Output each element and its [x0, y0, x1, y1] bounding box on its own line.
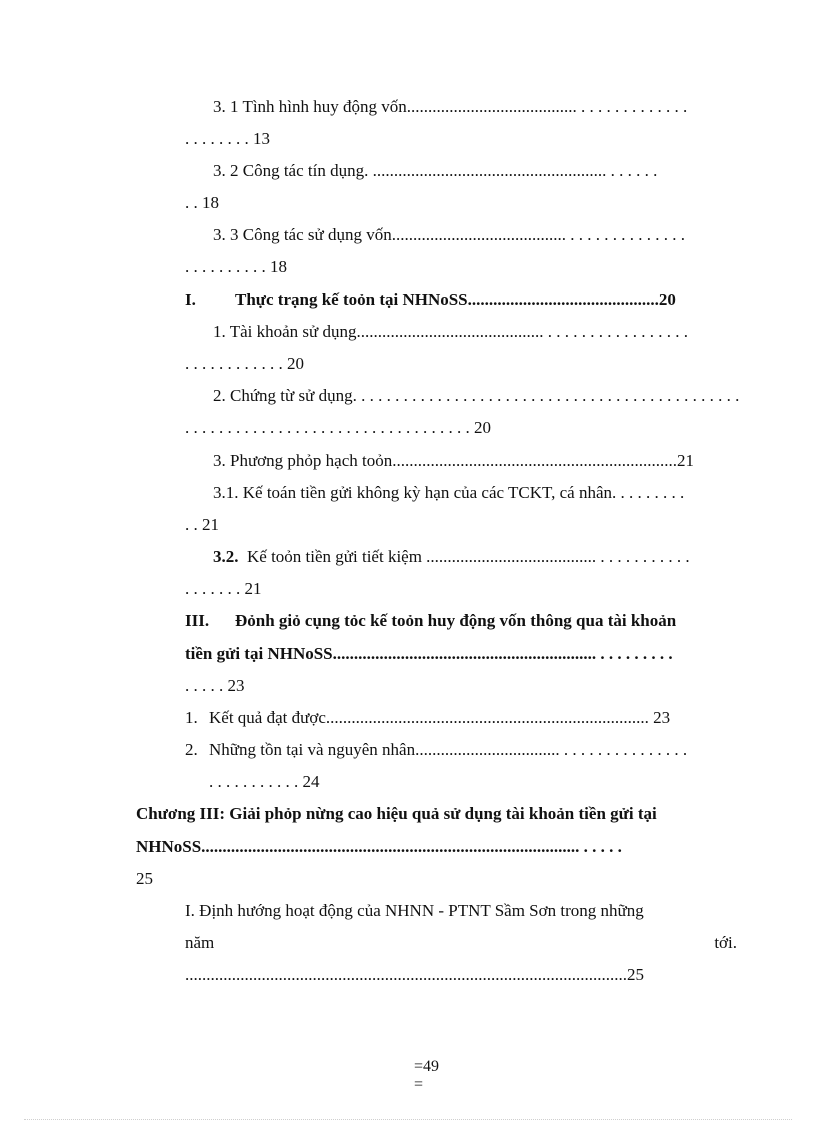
toc-entry: 2. Chứng từ sử dụng. . . . . . . . . . . . . . . . . . . . . . . . . . . . . . . . . . . . . . . . . . . . . .: [213, 386, 740, 405]
entry-number: 2.: [185, 740, 198, 759]
toc-entry: 3. Phương phỏp hạch toỏn...................................................................21: [213, 451, 694, 470]
toc-section-heading: III. Đỏnh giỏ cụng tỏc kế toỏn huy động vốn thông qua tài khoản: [185, 611, 677, 630]
entry-number: I.: [185, 901, 195, 920]
toc-entry: 1. Tài khoản sử dụng............................................ . . . . . . . . . . . . . . . . .: [213, 322, 688, 341]
toc-section-heading-continuation: tiền gửi tại NHNoSS.............................................................. . . . . . . . . .: [185, 644, 673, 663]
bottom-divider: [24, 1119, 792, 1120]
toc-entry: I. Định hướng hoạt động của NHNN - PTNT Sầm Sơn trong những: [185, 901, 644, 920]
entry-number: 1.: [185, 708, 198, 727]
toc-section-heading: I. Thực trạng kế toỏn tại NHNoSS.............................................20: [185, 290, 676, 309]
footer-mark: =: [414, 1076, 424, 1093]
page-number: =49: [414, 1058, 440, 1075]
toc-entry: 3. 2 Công tác tín dụng. ....................................................... . . . . . .: [213, 161, 658, 180]
section-numeral: III.: [185, 611, 210, 630]
toc-entry-continuation: . . . . . . . 21: [185, 579, 262, 598]
toc-entry-continuation: . . . . . . . . . . . . . . . . . . . . . . . . . . . . . . . . . . 20: [185, 418, 491, 437]
toc-entry-continuation: . . . . . . . . . . . 24: [209, 772, 320, 791]
toc-entry-continuation: năm tới.: [185, 933, 737, 952]
toc-entry-continuation: . . . . . . . . . . . . 20: [185, 354, 304, 373]
toc-entry: 3.2. Kế toỏn tiền gửi tiết kiệm ........................................ . . . . . . . . . . .: [213, 547, 690, 566]
toc-entry: 3.1. Kế toán tiền gửi không kỳ hạn của các TCKT, cá nhân. . . . . . . . .: [213, 483, 685, 502]
entry-number: 3.2.: [213, 547, 239, 566]
toc-entry: 3. 1 Tình hình huy động vốn........................................ . . . . . . . . . . . . .: [213, 97, 688, 116]
section-numeral: I.: [185, 290, 196, 309]
toc-entry: 1. Kết quả đạt được............................................................................ 23: [185, 708, 671, 727]
toc-entry: 3. 3 Công tác sử dụng vốn......................................... . . . . . . . . . . . . . .: [213, 225, 685, 244]
toc-chapter-heading-continuation: NHNoSS......................................................................................... . . . . .: [136, 837, 622, 856]
toc-entry-continuation: . . . . . 23: [185, 676, 245, 695]
page-footer: [414, 1058, 439, 1094]
toc-entry-continuation: . . 18: [185, 193, 219, 212]
toc-entry-continuation: . . . . . . . . 13: [185, 129, 270, 148]
toc-entry-continuation: . . 21: [185, 515, 219, 534]
toc-entry: 2. Những tồn tại và nguyên nhân.................................. . . . . . . . . . . . . . . .: [185, 740, 688, 759]
toc-entry-continuation: 25: [136, 869, 153, 888]
toc-entry-continuation: . . . . . . . . . . 18: [185, 257, 287, 276]
toc-entry-continuation: ........................................................................................................25: [185, 965, 644, 984]
toc-chapter-heading: Chương III: Giải phỏp nừng cao hiệu quả sử dụng tài khoản tiền gửi tại: [136, 804, 657, 823]
